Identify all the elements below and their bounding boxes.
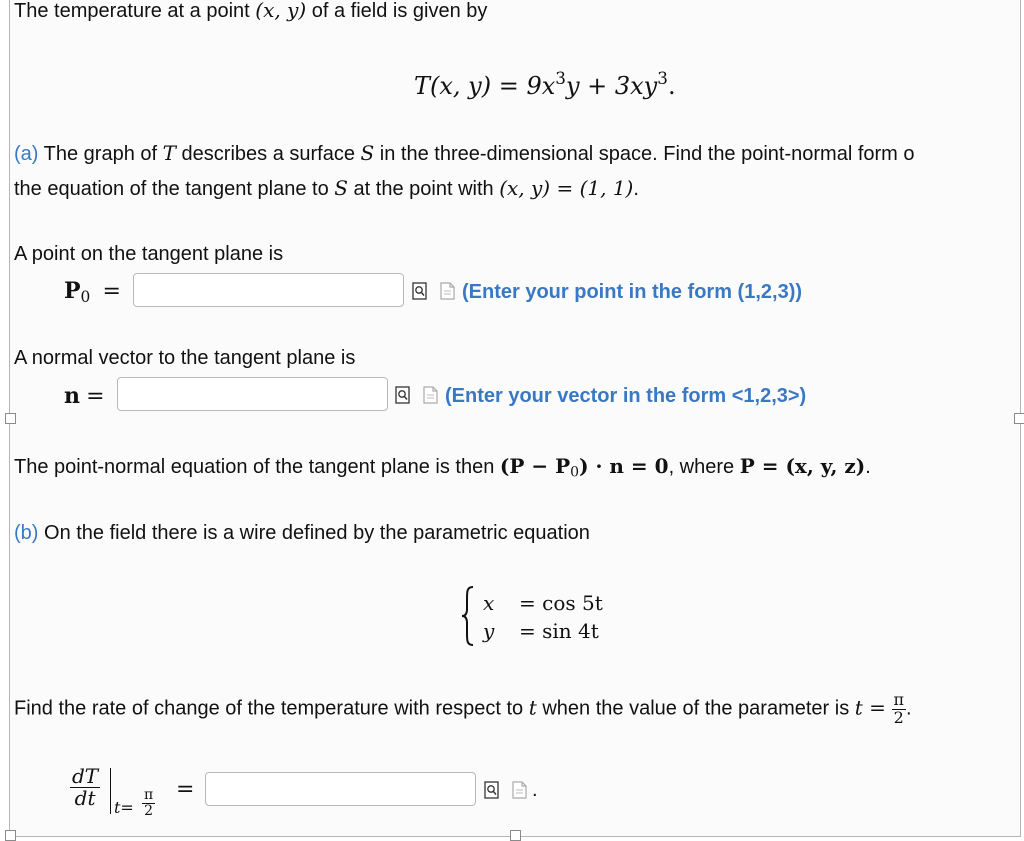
normal-label: A normal vector to the tangent plane is [14,347,356,369]
problem-content [14,0,1019,836]
point-variable: $P_0$ = [64,278,121,306]
derivative-expression: $\frac{dT}{dt}$ t= $\frac{\pi}{2}$ = [72,764,195,819]
point-normal-equation-text: The point-normal equation of the tangent plane is then $(P - P_0) \cdot n = 0$, where P = (x, y, z). [14,454,871,481]
file-icon[interactable] [440,282,455,300]
preview-icon[interactable] [484,781,499,799]
rate-question: Find the rate of change of the temperature with respect to t when the value of the parameter is t = $\frac{\pi}{2}$ . [14,690,912,727]
part-a-label: (a) [14,143,39,165]
parametric-system: x = cos 5t y = sin 4t [461,585,621,647]
normal-format-hint: (Enter your vector in the form <1,2,3>) [445,385,807,407]
temperature-equation: T(x, $y) = 9x^3y + 3xy^3$. [414,67,676,100]
left-brace [461,585,475,647]
normal-variable: n = [64,383,105,409]
file-icon[interactable] [512,781,527,799]
rate-trailing-period: . [532,779,538,801]
normal-input[interactable] [117,377,388,411]
part-a-line2: the equation of the tangent plane to S at the point with (x, y) = (1, 1). [14,176,639,200]
intro-text: The temperature at a point (x, y) of a field is given by [14,0,488,22]
preview-icon[interactable] [412,282,427,300]
file-icon[interactable] [423,386,438,404]
part-b-label: (b) [14,522,39,544]
point-label: A point on the tangent plane is [14,243,284,265]
preview-icon[interactable] [395,386,410,404]
rate-input[interactable] [205,772,476,806]
part-a-line1: (a) The graph of T describes a surface S in the three-dimensional space. Find the point-normal form o [14,141,915,165]
point-input[interactable] [133,273,404,307]
point-format-hint: (Enter your point in the form (1,2,3)) [462,281,803,303]
part-b-line: (b) On the field there is a wire defined by the parametric equation [14,522,590,544]
